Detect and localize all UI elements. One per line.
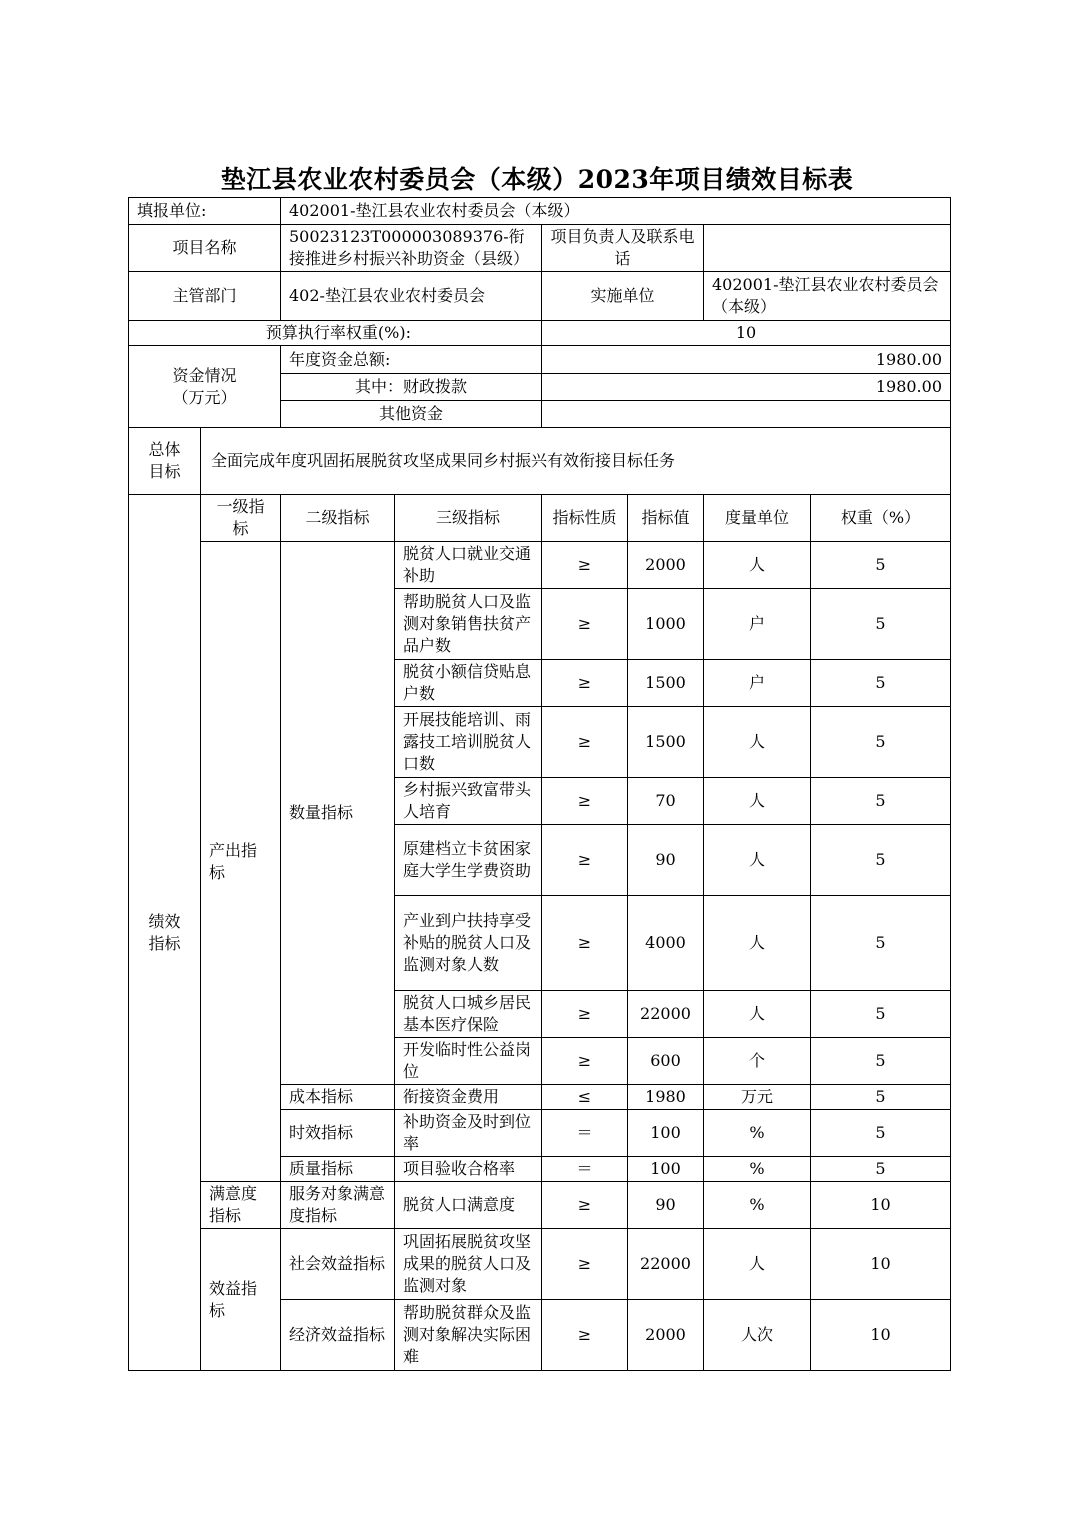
level3-indicator: 产业到户扶持享受补贴的脱贫人口及监测对象人数	[395, 896, 542, 991]
indicator-nature: ≥	[542, 1038, 628, 1085]
dept-value: 402-垫江县农业农村委员会	[281, 272, 542, 321]
indicator-nature: ≥	[542, 896, 628, 991]
col-header-level2: 二级指标	[281, 495, 395, 542]
funds-fiscal-value: 1980.00	[542, 374, 951, 401]
funds-total-label: 年度资金总额:	[281, 346, 542, 374]
col-header-level3: 三级指标	[395, 495, 542, 542]
level3-indicator: 项目验收合格率	[395, 1157, 542, 1182]
indicator-row	[129, 1182, 951, 1229]
indicators-label: 绩效指标	[129, 495, 201, 1371]
budget-weight-value: 10	[542, 321, 951, 346]
indicator-nature: ≥	[542, 707, 628, 778]
indicator-unit: 人	[704, 1229, 811, 1300]
indicator-weight: 5	[811, 991, 951, 1038]
level2-indicator: 服务对象满意度指标	[281, 1182, 395, 1229]
indicator-unit: 人	[704, 825, 811, 896]
indicator-value: 1500	[628, 707, 704, 778]
level3-indicator: 开发临时性公益岗位	[395, 1038, 542, 1085]
project-name-row	[129, 225, 951, 272]
level2-indicator: 经济效益指标	[281, 1300, 395, 1371]
level1-indicator: 满意度指标	[201, 1182, 281, 1229]
col-header-weight: 权重（%）	[811, 495, 951, 542]
indicator-unit: 万元	[704, 1085, 811, 1110]
indicator-nature: ≤	[542, 1085, 628, 1110]
goal-label: 总体目标	[129, 428, 201, 495]
indicator-weight: 5	[811, 825, 951, 896]
indicator-weight: 5	[811, 660, 951, 707]
indicator-value: 70	[628, 778, 704, 825]
indicator-value: 22000	[628, 1229, 704, 1300]
indicator-nature: ≥	[542, 1300, 628, 1371]
indicator-nature: ≥	[542, 991, 628, 1038]
indicator-value: 100	[628, 1157, 704, 1182]
indicator-unit: 户	[704, 660, 811, 707]
col-header-value: 指标值	[628, 495, 704, 542]
level3-indicator: 原建档立卡贫困家庭大学生学费资助	[395, 825, 542, 896]
indicator-value: 600	[628, 1038, 704, 1085]
level3-indicator: 脱贫人口就业交通补助	[395, 542, 542, 589]
indicator-row	[129, 542, 951, 589]
indicator-value: 2000	[628, 1300, 704, 1371]
indicator-unit: 人次	[704, 1300, 811, 1371]
indicator-weight: 5	[811, 896, 951, 991]
indicator-nature: ≥	[542, 1229, 628, 1300]
indicator-unit: 人	[704, 707, 811, 778]
level3-indicator: 衔接资金费用	[395, 1085, 542, 1110]
level3-indicator: 脱贫人口城乡居民基本医疗保险	[395, 991, 542, 1038]
level2-indicator: 时效指标	[281, 1110, 395, 1157]
indicator-header-row	[129, 495, 951, 542]
col-header-nature: 指标性质	[542, 495, 628, 542]
indicator-unit: 个	[704, 1038, 811, 1085]
fill-unit-value: 402001-垫江县农业农村委员会（本级）	[281, 198, 951, 225]
indicator-unit: 人	[704, 991, 811, 1038]
indicator-nature: ≥	[542, 660, 628, 707]
indicator-value: 22000	[628, 991, 704, 1038]
col-header-unit: 度量单位	[704, 495, 811, 542]
indicator-value: 1980	[628, 1085, 704, 1110]
indicator-nature: ＝	[542, 1110, 628, 1157]
indicator-nature: ≥	[542, 778, 628, 825]
level3-indicator: 乡村振兴致富带头人培育	[395, 778, 542, 825]
indicator-unit: 人	[704, 896, 811, 991]
indicator-value: 100	[628, 1110, 704, 1157]
indicator-nature: ≥	[542, 825, 628, 896]
indicator-value: 4000	[628, 896, 704, 991]
indicator-weight: 5	[811, 1085, 951, 1110]
level3-indicator: 补助资金及时到位率	[395, 1110, 542, 1157]
funds-fiscal-label: 其中：财政拨款	[281, 374, 542, 401]
dept-row	[129, 272, 951, 321]
page-title: 垫江县农业农村委员会（本级）2023年项目绩效目标表	[220, 165, 854, 194]
budget-weight-row	[129, 321, 951, 346]
indicator-weight: 5	[811, 1110, 951, 1157]
indicator-unit: %	[704, 1110, 811, 1157]
project-name-value: 50023123T000003089376-衔接推进乡村振兴补助资金（县级）	[281, 225, 542, 272]
funds-total-value: 1980.00	[542, 346, 951, 374]
indicator-unit: 人	[704, 778, 811, 825]
funds-other-label: 其他资金	[281, 401, 542, 428]
project-name-label: 项目名称	[129, 225, 281, 272]
project-leader-value	[704, 225, 951, 272]
goal-value: 全面完成年度巩固拓展脱贫攻坚成果同乡村振兴有效衔接目标任务	[201, 428, 951, 495]
funds-other-value	[542, 401, 951, 428]
indicator-unit: 人	[704, 542, 811, 589]
indicator-nature: ≥	[542, 1182, 628, 1229]
indicator-value: 1500	[628, 660, 704, 707]
indicator-value: 90	[628, 1182, 704, 1229]
indicator-value: 90	[628, 825, 704, 896]
level2-indicator: 质量指标	[281, 1157, 395, 1182]
indicator-nature: ≥	[542, 589, 628, 660]
level3-indicator: 帮助脱贫人口及监测对象销售扶贫产品户数	[395, 589, 542, 660]
impl-unit-label: 实施单位	[542, 272, 704, 321]
level3-indicator: 开展技能培训、雨露技工培训脱贫人口数	[395, 707, 542, 778]
level2-indicator: 数量指标	[281, 542, 395, 1085]
indicator-nature: ≥	[542, 542, 628, 589]
impl-unit-value: 402001-垫江县农业农村委员会（本级）	[704, 272, 951, 321]
project-leader-label: 项目负责人及联系电话	[542, 225, 704, 272]
indicator-weight: 5	[811, 778, 951, 825]
dept-label: 主管部门	[129, 272, 281, 321]
indicator-value: 2000	[628, 542, 704, 589]
indicator-unit: %	[704, 1182, 811, 1229]
level2-indicator: 成本指标	[281, 1085, 395, 1110]
budget-weight-label: 预算执行率权重(%):	[129, 321, 542, 346]
indicator-unit: 户	[704, 589, 811, 660]
indicator-weight: 10	[811, 1300, 951, 1371]
fill-unit-row	[129, 198, 951, 225]
level3-indicator: 脱贫人口满意度	[395, 1182, 542, 1229]
indicator-unit: %	[704, 1157, 811, 1182]
indicator-weight: 5	[811, 1038, 951, 1085]
indicator-weight: 5	[811, 1157, 951, 1182]
goal-row	[129, 428, 951, 495]
indicator-weight: 5	[811, 707, 951, 778]
level3-indicator: 巩固拓展脱贫攻坚成果的脱贫人口及监测对象	[395, 1229, 542, 1300]
indicator-value: 1000	[628, 589, 704, 660]
indicator-weight: 5	[811, 589, 951, 660]
indicator-weight: 5	[811, 542, 951, 589]
level1-indicator: 效益指标	[201, 1229, 281, 1371]
level1-indicator: 产出指标	[201, 542, 281, 1182]
fill-unit-label: 填报单位:	[129, 198, 281, 225]
indicator-row	[129, 1229, 951, 1300]
funds-label: 资金情况（万元）	[129, 346, 281, 428]
funds-total-row	[129, 346, 951, 374]
indicator-weight: 10	[811, 1182, 951, 1229]
level2-indicator: 社会效益指标	[281, 1229, 395, 1300]
indicator-weight: 10	[811, 1229, 951, 1300]
level3-indicator: 脱贫小额信贷贴息户数	[395, 660, 542, 707]
level3-indicator: 帮助脱贫群众及监测对象解决实际困难	[395, 1300, 542, 1371]
performance-target-table	[128, 197, 951, 1371]
indicator-nature: ＝	[542, 1157, 628, 1182]
col-header-level1: 一级指标	[201, 495, 281, 542]
